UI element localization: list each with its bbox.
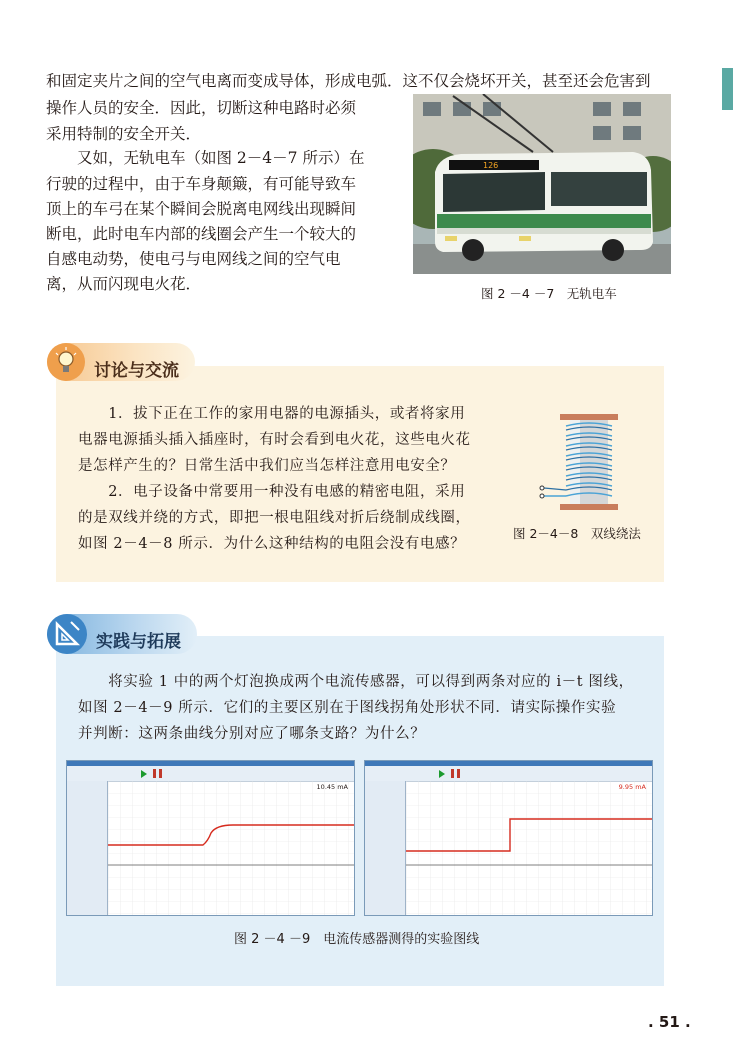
intro-line-5: 行驶的过程中，由于车身颠簸，有可能导致车 [46,175,357,193]
intro-line-2: 操作人员的安全．因此，切断这种电路时必须 [46,99,357,117]
chapter-edge-text [722,200,733,300]
intro-line-1: 和固定夹片之间的空气电离而变成导体，形成电弧．这不仅会烧坏开关，甚至还会危害到 [46,72,651,90]
sensor-screenshot-1 [66,760,355,916]
discussion-line-4: 2．电子设备中常要用一种没有电感的精密电阻，采用 [78,484,466,500]
intro-line-4: 又如，无轨电车（如图 2－4－7 所示）在 [46,149,365,167]
figure-247-caption: 图 2 －4 －7 无轨电车 [481,286,617,301]
discussion-title: 讨论与交流 [94,361,179,381]
lightbulb-icon [47,343,85,381]
figure-249-caption: 图 2 －4 －9 电流传感器测得的实验图线 [234,932,480,947]
figure-248-caption: 图 2－4－8 双线绕法 [513,526,641,541]
trolleybus-photo [413,94,671,274]
pause-icon[interactable] [451,769,460,778]
practice-line-1: 将实验 1 中的两个灯泡换成两个电流传感器，可以得到两条对应的 i－t 图线， [78,674,634,690]
bus-route-number: 126 [483,161,499,170]
intro-line-7: 断电，此时电车内部的线圈会产生一个较大的 [46,225,357,243]
current-readout-2: 9.95 mA [618,783,646,791]
discussion-line-6: 如图 2－4－8 所示．为什么这种结构的电阻会没有电感？ [78,536,466,552]
pause-icon[interactable] [153,769,162,778]
play-icon[interactable] [141,770,147,778]
current-readout-1: 10.45 mA [316,783,348,791]
practice-line-2: 如图 2－4－9 所示．它们的主要区别在于图线拐角处形状不同．请实际操作实验 [78,700,617,716]
page-number: . 51 . [648,1013,691,1031]
discussion-line-2: 电器电源插头插入插座时，有时会看到电火花，这些电火花 [78,432,471,448]
intro-line-8: 自感电动势，使电弓与电网线之间的空气电 [46,250,341,268]
intro-line-6: 顶上的车弓在某个瞬间会脱离电网线出现瞬间 [46,200,357,218]
play-icon[interactable] [439,770,445,778]
discussion-line-5: 的是双线并绕的方式，即把一根电阻线对折后绕制成线圈， [78,510,471,526]
bifilar-coil-diagram [530,408,630,516]
sensor-screenshot-2 [364,760,653,916]
triangle-ruler-icon [47,614,87,654]
practice-title: 实践与拓展 [96,632,181,652]
intro-line-3: 采用特制的安全开关． [46,125,202,143]
intro-line-9: 离，从而闪现电火花． [46,275,202,293]
discussion-line-1: 1．拔下正在工作的家用电器的电源插头，或者将家用 [78,406,466,422]
chapter-edge-marker [722,68,733,110]
discussion-line-3: 是怎样产生的？日常生活中我们应当怎样注意用电安全？ [78,458,456,474]
practice-line-3: 并判断：这两条曲线分别对应了哪条支路？为什么？ [78,726,426,742]
